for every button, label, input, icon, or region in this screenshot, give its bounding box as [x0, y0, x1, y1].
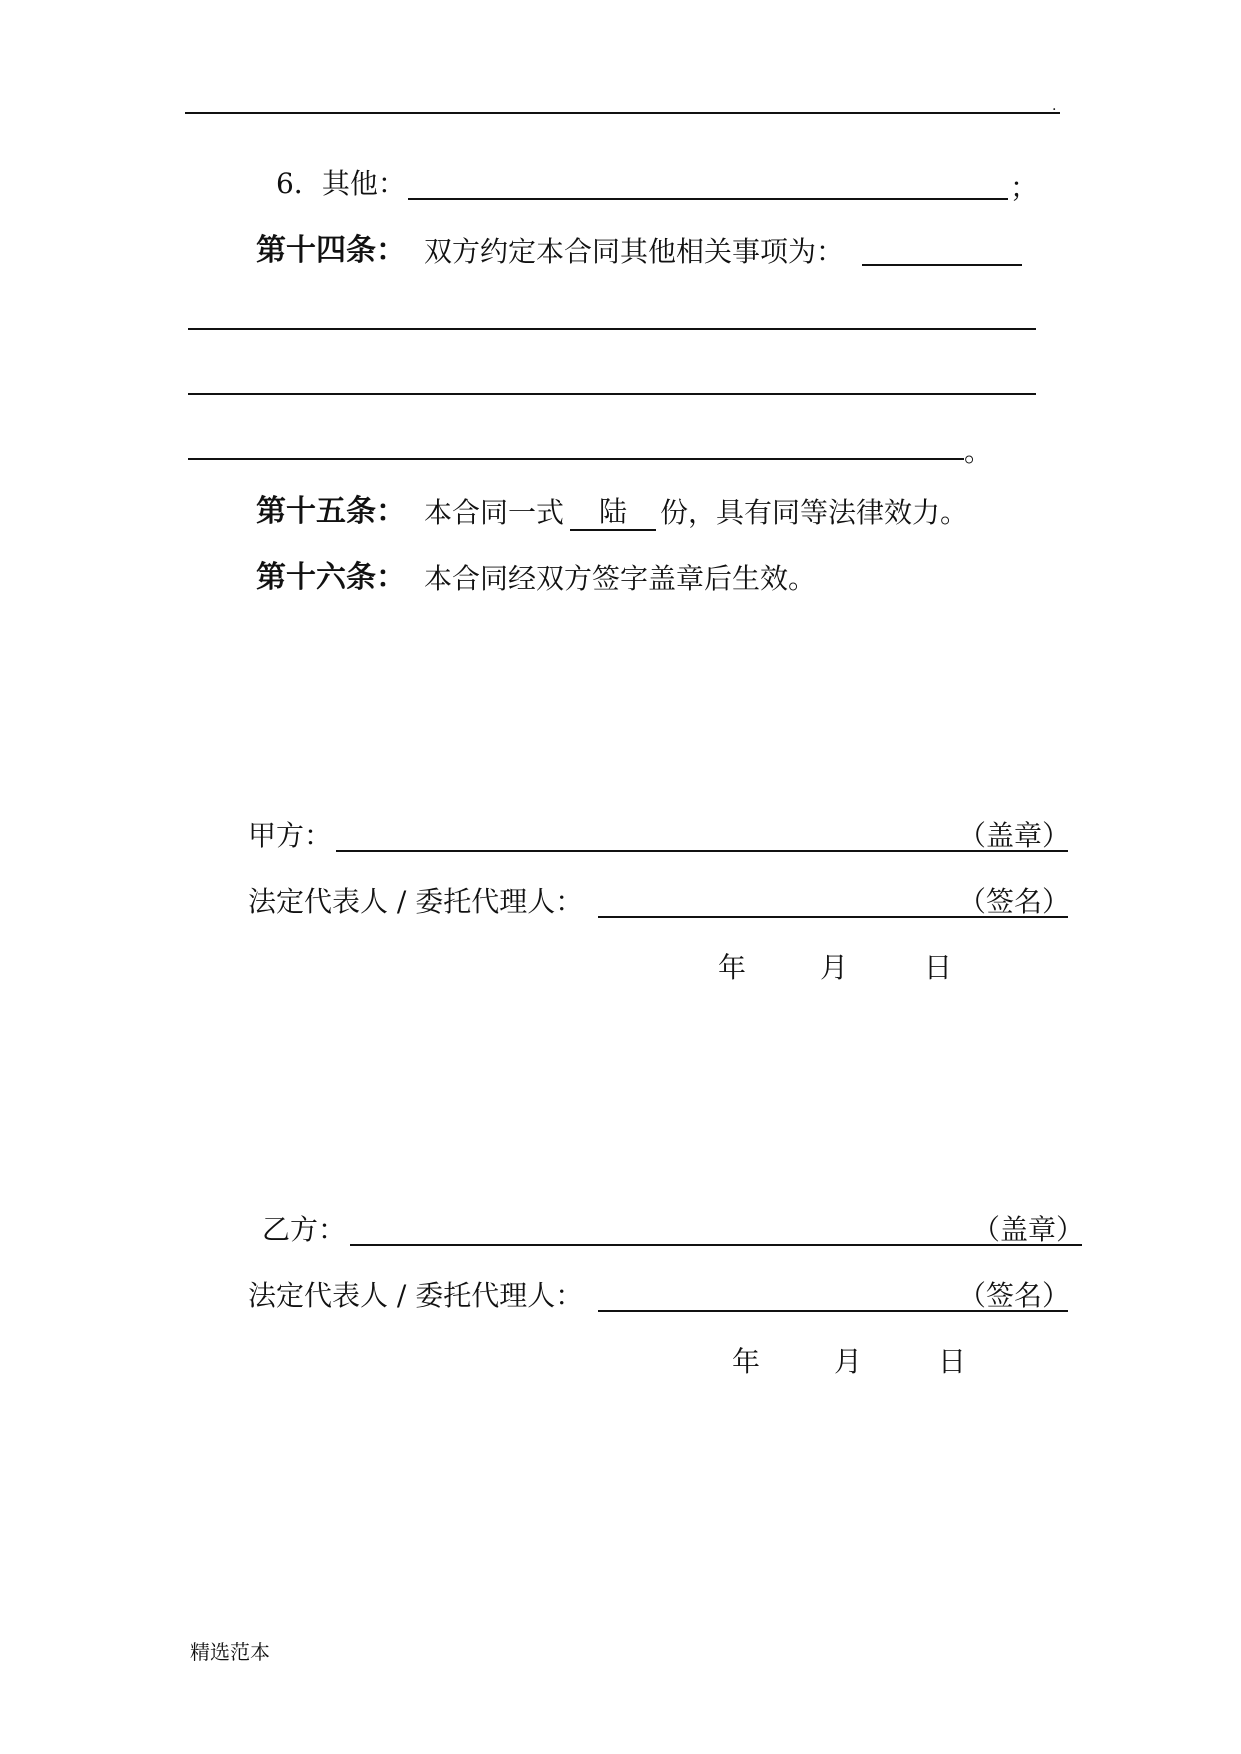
art15-copies[interactable] — [570, 495, 656, 531]
party-b-date-day: 日 — [938, 1345, 967, 1378]
art15-pre: 本合同一式 — [424, 496, 565, 529]
party-a-date-day: 日 — [924, 951, 953, 984]
art14-blank-1[interactable] — [862, 264, 1022, 266]
art14-blank-4[interactable] — [188, 458, 964, 460]
item6-end: ； — [1010, 171, 1039, 204]
party-b-date-month: 月 — [834, 1345, 863, 1378]
footer-text: 精选范本 — [190, 1640, 270, 1664]
art15-post: 份，具有同等法律效力。 — [660, 496, 969, 529]
art14-end: 。 — [964, 435, 993, 468]
art14-blank-2[interactable] — [188, 328, 1036, 330]
party-a-seal: （盖章） — [958, 819, 1071, 852]
party-a-rep-label: 法定代表人 / 委托代理人： — [248, 885, 584, 918]
party-b-date-year: 年 — [732, 1345, 761, 1378]
header-rule — [185, 112, 1060, 114]
art14-heading: 第十四条： — [256, 233, 406, 268]
item6-label: 6．其他： — [276, 167, 406, 200]
art16-body: 本合同经双方签字盖章后生效。 — [424, 562, 817, 595]
header-mark: . — [1052, 98, 1057, 114]
art16-heading: 第十六条： — [256, 560, 406, 595]
art15-heading: 第十五条： — [256, 494, 406, 529]
art14-blank-3[interactable] — [188, 393, 1036, 395]
party-a-date-year: 年 — [718, 951, 747, 984]
party-b-rep-label: 法定代表人 / 委托代理人： — [248, 1279, 584, 1312]
item6-blank[interactable] — [408, 198, 1008, 200]
art14-body: 双方约定本合同其他相关事项为： — [424, 235, 845, 268]
party-b-seal: （盖章） — [972, 1213, 1085, 1246]
party-a-date-month: 月 — [820, 951, 849, 984]
party-a-sign: （签名） — [958, 885, 1071, 918]
party-b-sign: （签名） — [958, 1279, 1071, 1312]
party-a-label: 甲方： — [248, 819, 333, 852]
party-b-label: 乙方： — [262, 1213, 347, 1246]
art15-copies-value: 陆 — [598, 495, 627, 528]
